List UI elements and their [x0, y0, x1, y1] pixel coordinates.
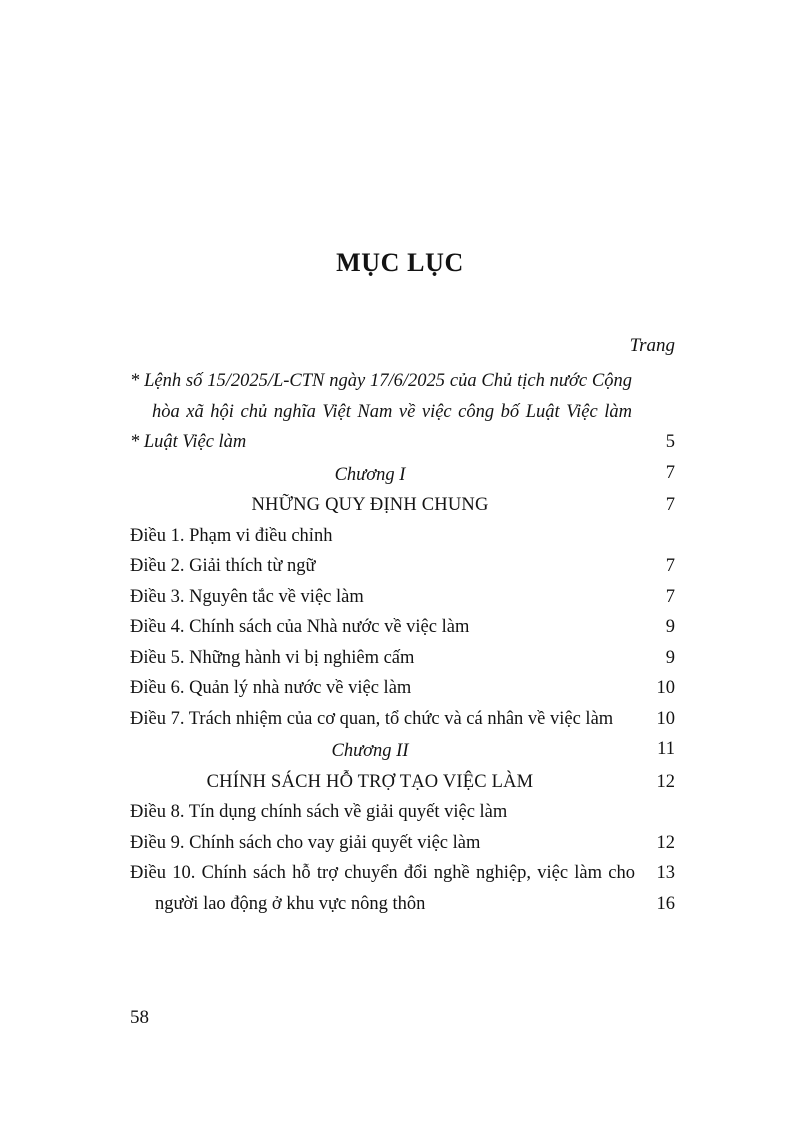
- toc-chapter[interactable]: [130, 460, 675, 521]
- toc-chapter-number: Chương II: [331, 741, 409, 761]
- toc-entry-page: 7: [665, 556, 675, 576]
- toc-entry-title: Điều 2. Giải thích từ ngữ: [130, 556, 316, 576]
- toc-entry-title: * Luật Việc làm: [130, 432, 247, 452]
- table-of-contents: [130, 336, 675, 919]
- toc-entry-title: Điều 10. Chính sách hỗ trợ chuyển đổi nghề nghiệp, việc làm cho người lao động ở khu vực nông thôn: [130, 863, 635, 914]
- toc-chapter-title: CHÍNH SÁCH HỖ TRỢ TẠO VIỆC LÀM: [206, 771, 534, 792]
- column-header-trang: Trang: [629, 335, 675, 356]
- toc-chapter-title: NHỮNG QUY ĐỊNH CHUNG: [251, 495, 489, 515]
- toc-entry-title: Điều 5. Những hành vi bị nghiêm cấm: [130, 647, 415, 668]
- toc-entry[interactable]: [130, 858, 675, 919]
- toc-entry-title: Điều 7. Trách nhiệm của cơ quan, tổ chức và cá nhân về việc làm: [130, 708, 614, 729]
- toc-entry-page: 9: [665, 647, 675, 668]
- toc-entry-title: Điều 9. Chính sách cho vay giải quyết việc làm: [130, 832, 481, 853]
- page-title: MỤC LỤC: [336, 248, 464, 277]
- toc-entry-page: 11: [657, 739, 675, 759]
- toc-entry-title: * Lệnh số 15/2025/L-CTN ngày 17/6/2025 của Chủ tịch nước Cộng hòa xã hội chủ nghĩa Việt Nam về việc công bố Luật Việc làm: [130, 371, 632, 422]
- toc-entry-page: 5: [665, 432, 675, 452]
- toc-entry-title: Điều 4. Chính sách của Nhà nước về việc làm: [130, 617, 470, 637]
- toc-chapter[interactable]: [130, 736, 675, 797]
- toc-entry-title: Điều 3. Nguyên tắc về việc làm: [130, 586, 364, 607]
- toc-chapter-page: 7: [665, 495, 675, 515]
- toc-entry[interactable]: [130, 828, 675, 883]
- toc-entry-page: 7: [665, 462, 675, 483]
- toc-entry[interactable]: [130, 366, 675, 452]
- toc-entry-page: 13: [656, 863, 675, 883]
- toc-entry-title: Điều 1. Phạm vi điều chỉnh: [130, 525, 333, 546]
- toc-entry-page: 10: [656, 678, 675, 698]
- toc-entry-page: 10: [656, 708, 675, 729]
- folio-page-number: 58: [130, 1007, 149, 1028]
- toc-entry-page: 12: [656, 832, 675, 853]
- toc-entry-page: 9: [665, 617, 675, 637]
- toc-chapter-number: Chương I: [334, 464, 406, 485]
- toc-chapter-page: 12: [656, 771, 675, 792]
- toc-entry-page: 16: [656, 893, 675, 914]
- toc-entry-title: Điều 8. Tín dụng chính sách về giải quyết việc làm: [130, 802, 508, 822]
- toc-entry-page: 7: [665, 586, 675, 607]
- toc-entry-title: Điều 6. Quản lý nhà nước về việc làm: [130, 678, 412, 698]
